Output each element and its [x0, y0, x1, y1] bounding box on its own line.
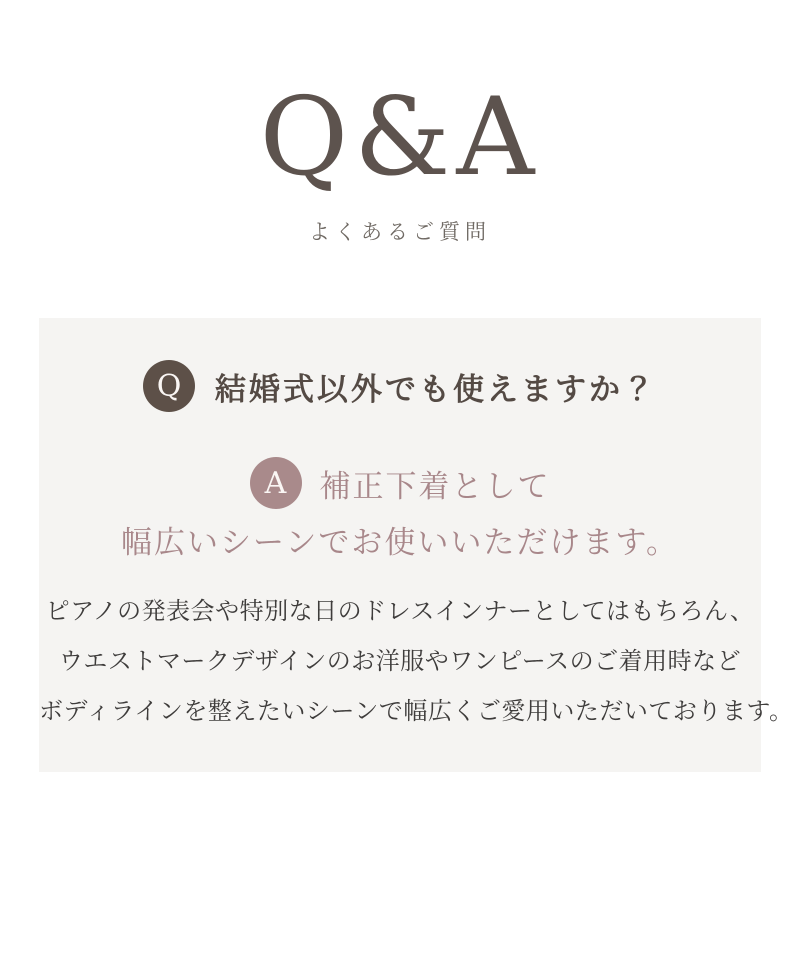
qa-section-header — [0, 0, 800, 246]
qa-section-subtitle: よくあるご質問 — [309, 220, 491, 244]
question-text: 結婚式以外でも使えますか？ — [215, 371, 657, 408]
answer-badge-icon: A — [250, 457, 302, 509]
answer-body — [39, 586, 794, 736]
answer-body-line: ウエストマークデザインのお洋服やワンピースのご着用時など — [58, 647, 742, 675]
qa-card — [39, 318, 794, 772]
answer-headline-line1: 補正下着として — [319, 468, 551, 505]
answer-row — [39, 457, 761, 509]
answer-headline-line2: 幅広いシーンでお使いいただけます。 — [121, 525, 679, 561]
question-row — [39, 360, 761, 412]
answer-body-line: ボディラインを整えたいシーンで幅広くご愛用いただいております。 — [39, 697, 794, 725]
qa-section-title: Q&A — [259, 75, 541, 200]
answer-body-line: ピアノの発表会や特別な日のドレスインナーとしてはもちろん、 — [45, 597, 755, 625]
question-badge-icon: Q — [143, 360, 195, 412]
